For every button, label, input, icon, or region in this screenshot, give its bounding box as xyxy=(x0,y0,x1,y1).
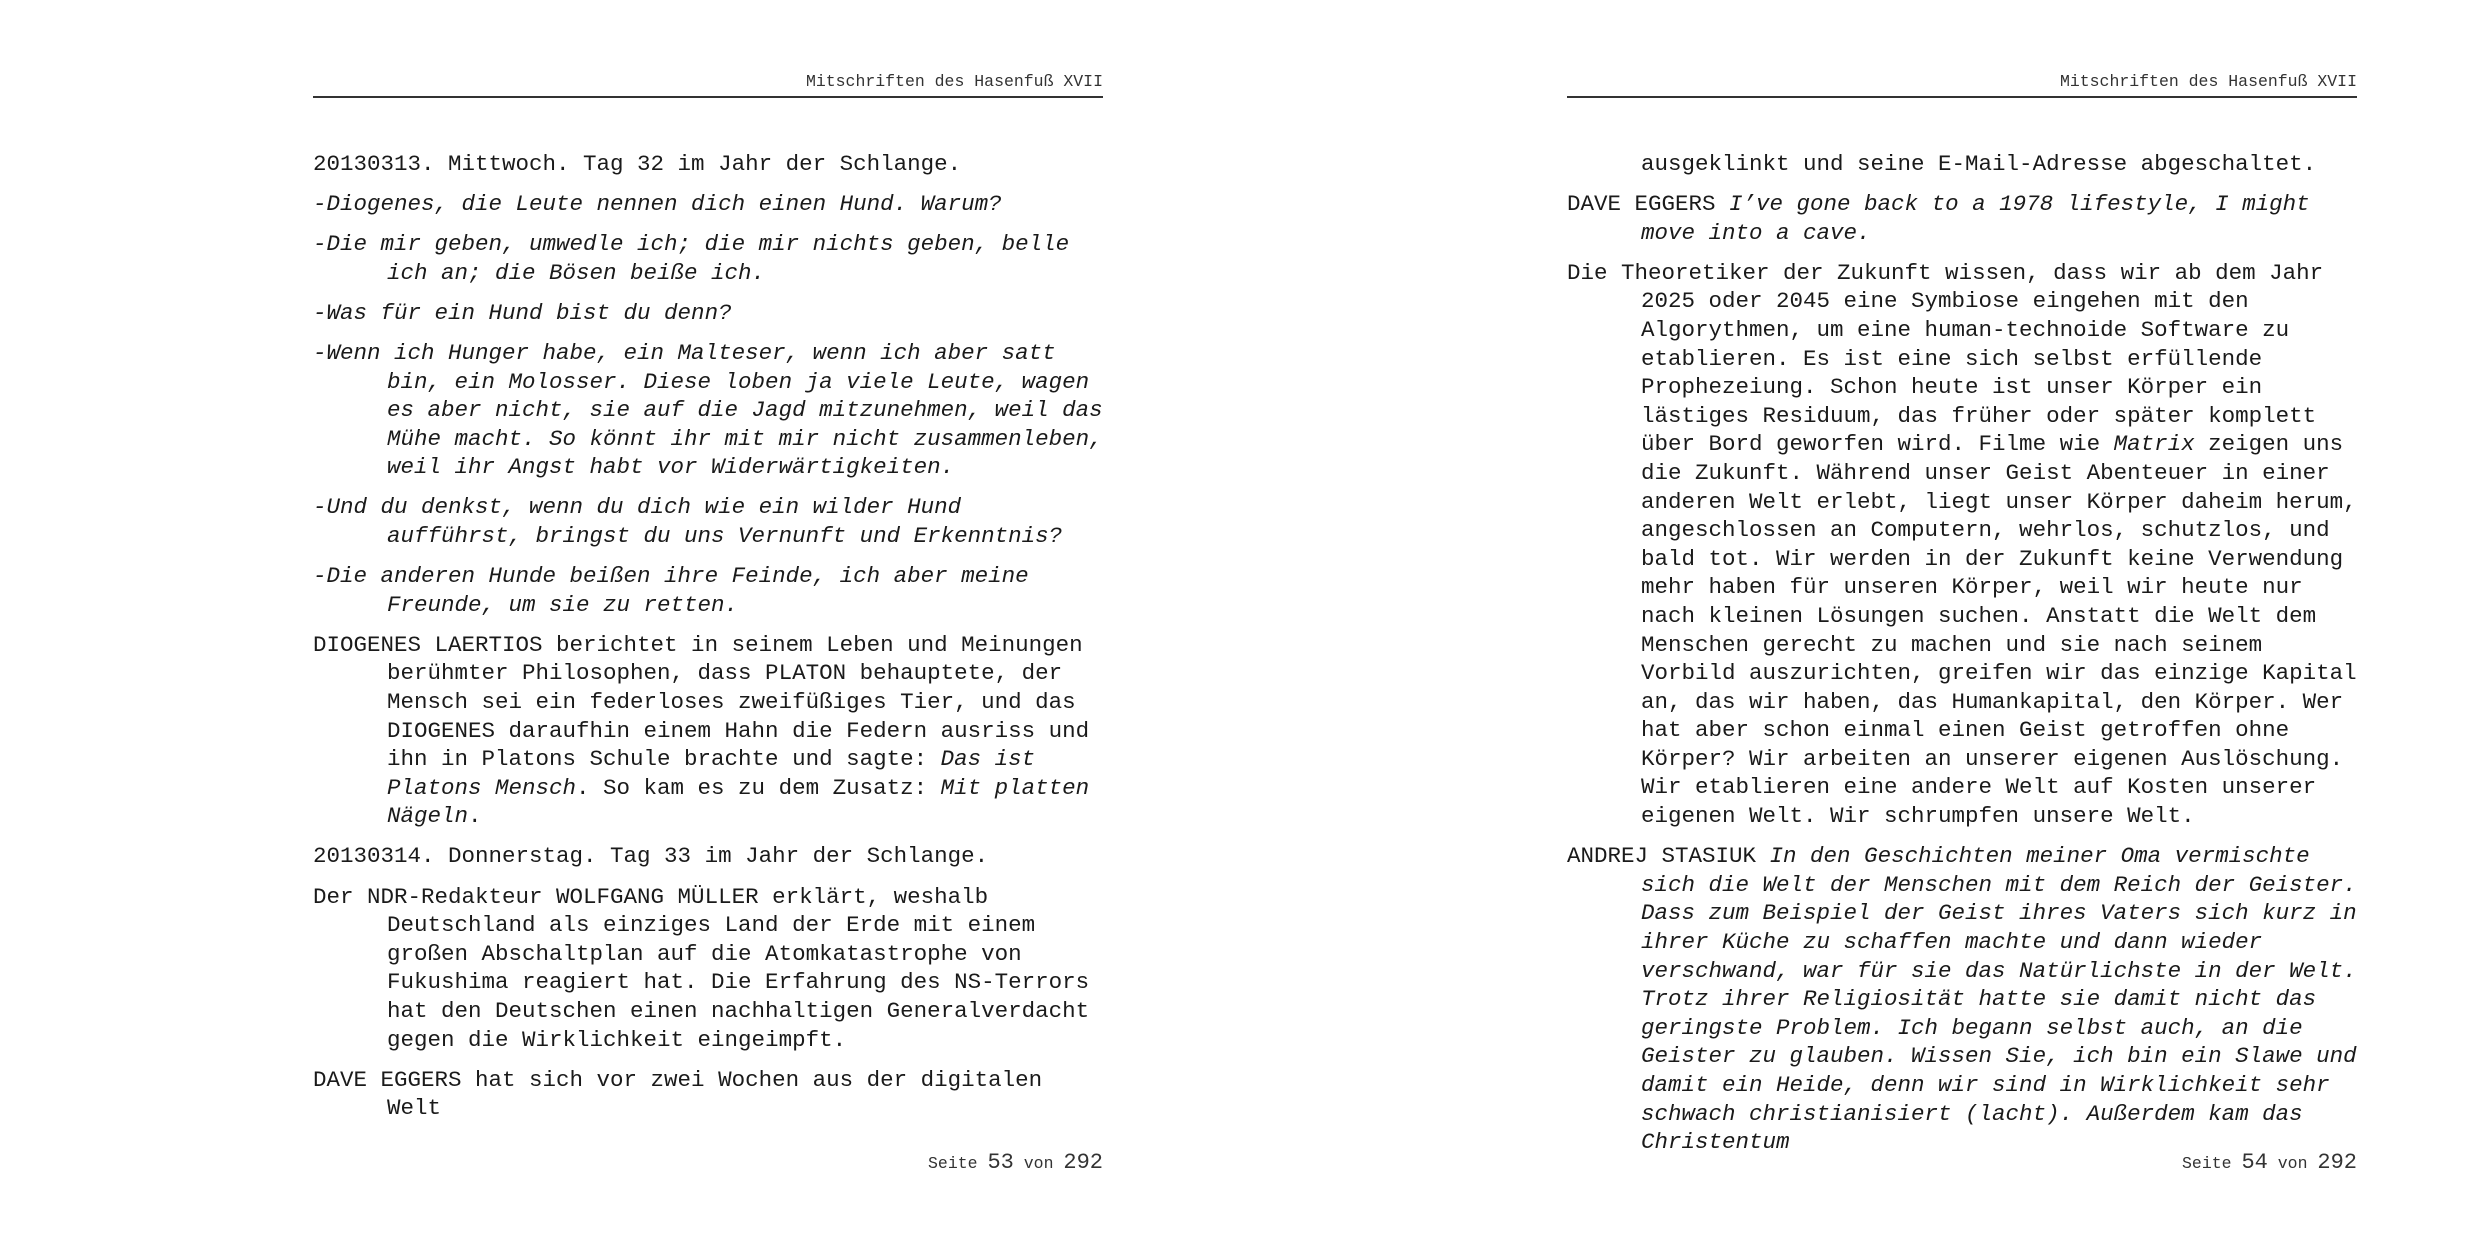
italic-text: -Diogenes, die Leute nennen dich einen Hund. Warum? xyxy=(313,191,1002,218)
paragraph xyxy=(313,883,1103,1055)
text: . So kam es zu dem Zusatz: xyxy=(576,774,941,801)
paragraph xyxy=(313,842,1103,871)
paragraph xyxy=(1567,842,2371,1157)
text: . xyxy=(468,803,482,830)
paragraph xyxy=(313,190,1103,219)
paragraph xyxy=(313,339,1117,482)
text: ausgeklinkt und seine E-Mail-Adresse abgeschaltet. xyxy=(1641,151,2317,177)
italic-text: -Was für ein Hund bist du denn? xyxy=(313,299,732,326)
italic-text: Matrix xyxy=(2113,431,2195,458)
text: Der NDR-Redakteur WOLFGANG MÜLLER erklärt, weshalb Deutschland als einziges Land der Erde mit einem großen Abschaltplan auf die Atomkatastrophe von Fukushima reagiert hat. Die Erfahrung des NS-Terrors hat den Deutschen einen nachhaltigen Generalverdacht gegen die Wirklichkeit eingeimpft. xyxy=(313,883,1103,1053)
text: DAVE EGGERS hat sich vor zwei Wochen aus der digitalen Welt xyxy=(313,1066,1056,1122)
page-footer xyxy=(928,1150,1103,1175)
paragraph xyxy=(313,299,1103,328)
paragraph xyxy=(313,562,1103,619)
text: zeigen uns die Zukunft. Während unser Geist Abenteuer in einer anderen Welt erlebt, liegt unser Körper daheim herum, angeschlossen an Computern, wehrlos, schutzlos, und bald tot. Wir werden in der Zukunft keine Verwendung mehr haben für unseren Körper, weil wir heute nur nach kleinen Lösungen suchen. Anstatt die Welt dem Menschen gerecht zu machen und sie nach seinem Vorbild auszurichten, greifen wir das einzige Kapital an, das wir haben, das Humankapital, den Körper. Wer hat aber schon einmal einen Geist getroffen ohne Körper? Wir arbeiten an unserer eigenen Auslöschung. Wir etablieren eine andere Welt auf Kosten unserer eigenen Welt. Wir schrumpfen unsere Welt. xyxy=(1641,431,2371,830)
text: DAVE EGGERS xyxy=(1567,191,1730,218)
footer-seite: Seite xyxy=(2182,1154,2232,1173)
text: 20130313. Mittwoch. Tag 32 im Jahr der Schlange. xyxy=(313,151,962,177)
text: DIOGENES LAERTIOS berichtet in seinem Leben und Meinungen berühmter Philosophen, dass PLATON behauptete, der Mensch sei ein federloses zweifüßiges Tier, und das DIOGENES daraufhin einem Hahn die Federn ausriss und ihn in Platons Schule brachte und sagte: xyxy=(313,631,1103,773)
italic-text: I’ve gone back to a 1978 lifestyle, I might move into a cave. xyxy=(1641,191,2324,246)
page-body xyxy=(1567,150,2371,1168)
italic-text: Das ist Platons Mensch xyxy=(387,746,1049,801)
paragraph xyxy=(1567,259,2371,831)
text: Die Theoretiker der Zukunft wissen, dass wir ab dem Jahr 2025 oder 2045 eine Symbiose eingehen mit den Algorythmen, um eine human-technoide Software zu etablieren. Es ist eine sich selbst erfüllende Prophezeiung. Schon heute ist unser Körper ein lästiges Residuum, das früher oder später komplett über Bord geworfen wird. Filme wie xyxy=(1567,259,2337,458)
italic-text: -Die anderen Hunde beißen ihre Feinde, ich aber meine Freunde, um sie zu retten. xyxy=(313,563,1043,618)
header-rule xyxy=(1567,96,2357,98)
page-body xyxy=(313,150,1117,1134)
page-53 xyxy=(313,0,1117,1240)
page-footer xyxy=(2182,1150,2357,1175)
paragraph xyxy=(1567,190,2357,247)
footer-seite: Seite xyxy=(928,1154,978,1173)
italic-text: In den Geschichten meiner Oma vermischte sich die Welt der Menschen mit dem Reich der Geister. Dass zum Beispiel der Geist ihres Vaters sich kurz in ihrer Küche zu schaffen machte und dann wieder verschwand, war für sie das Natürlichste in der Welt. Trotz ihrer Religiosität hatte sie damit nicht das geringste Problem. Ich begann selbst auch, an die Geister zu glauben. Wissen Sie, ich bin ein Slawe und damit ein Heide, denn wir sind in Wirklichkeit sehr schwach christianisiert (lacht). Außerdem kam das Christentum xyxy=(1641,843,2371,1156)
italic-text: -Die mir geben, umwedle ich; die mir nichts geben, belle ich an; die Bösen beiße ich. xyxy=(313,231,1083,286)
header-rule xyxy=(313,96,1103,98)
footer-total-pages: 292 xyxy=(1063,1150,1103,1175)
italic-text: Mit platten Nägeln xyxy=(387,774,1103,830)
footer-von: von xyxy=(2277,1154,2308,1173)
paragraph xyxy=(313,493,1103,550)
italic-text: -Und du denkst, wenn du dich wie ein wilder Hund aufführst, bringst du uns Vernunft und Erkenntnis? xyxy=(313,494,1063,550)
footer-von: von xyxy=(1023,1154,1054,1173)
footer-page-number: 53 xyxy=(987,1150,1014,1175)
paragraph xyxy=(313,150,1103,179)
paragraph xyxy=(313,631,1103,831)
footer-total-pages: 292 xyxy=(2317,1150,2357,1175)
text: ANDREJ STASIUK xyxy=(1567,843,1770,870)
text: 20130314. Donnerstag. Tag 33 im Jahr der Schlange. xyxy=(313,843,989,870)
footer-page-number: 54 xyxy=(2241,1150,2268,1175)
paragraph xyxy=(1567,150,2357,179)
running-head: Mitschriften des Hasenfuß XVII xyxy=(2059,72,2357,91)
italic-text: -Wenn ich Hunger habe, ein Malteser, wenn ich aber satt bin, ein Molosser. Diese loben ja viele Leute, wagen es aber nicht, sie auf die Jagd mitzunehmen, weil das Mühe macht. So könnt ihr mit mir nicht zusammenleben, weil ihr Angst habt vor Widerwärtigkeiten. xyxy=(313,339,1117,481)
page-54 xyxy=(1567,0,2371,1240)
paragraph xyxy=(313,230,1103,287)
running-head: Mitschriften des Hasenfuß XVII xyxy=(805,72,1103,91)
paragraph xyxy=(313,1066,1103,1123)
